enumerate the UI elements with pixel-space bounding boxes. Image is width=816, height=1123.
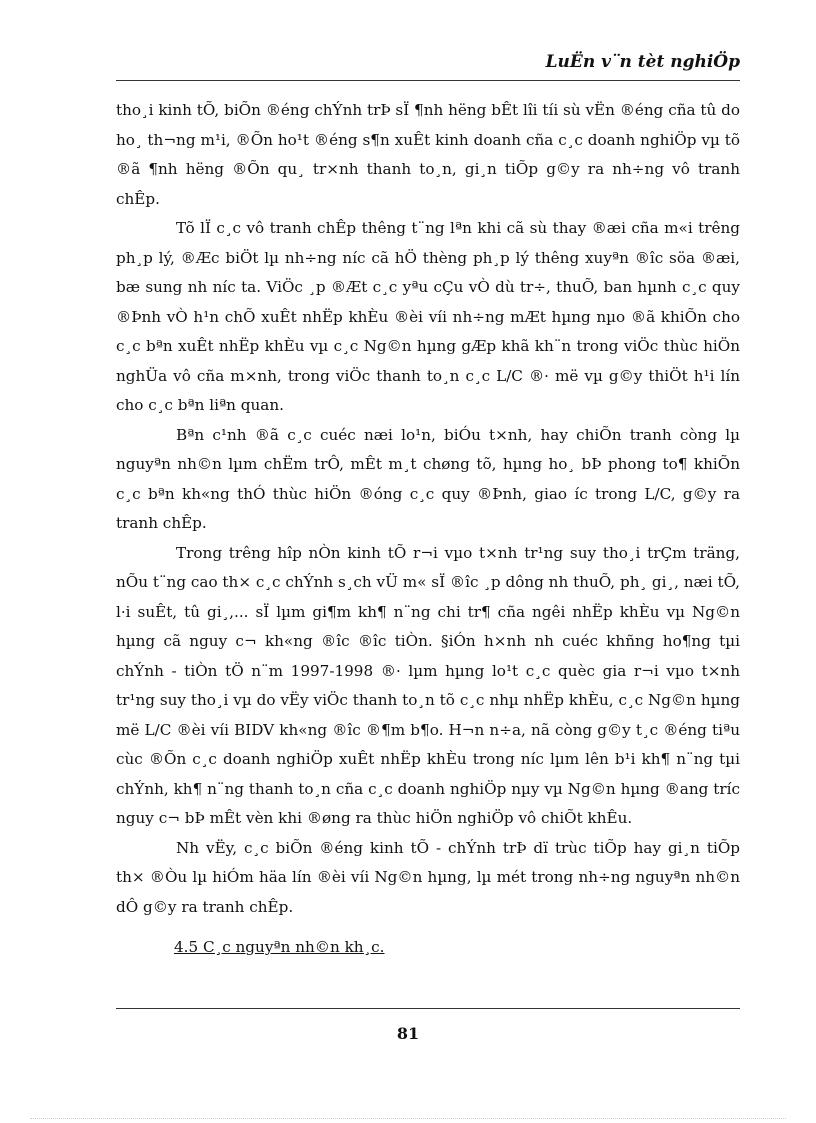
paragraph: Nh vËy, c¸c biÕn ®éng kinh tÕ - chÝnh trÞ dï trùc tiÕp hay gi¸n tiÕp th× ®Òu lµ hiÓm häa lín ®èi víi Ng©n hµng, lµ mét trong nh÷ng nguyªn nh©n dÔ g©y ra tranh chÊp. bbox=[116, 838, 740, 916]
footer-divider bbox=[116, 1008, 740, 1009]
paragraph: Trong trêng hîp nÒn kinh tÕ r¬i vµo t×nh tr¹ng suy tho¸i trÇm träng, nÕu t¨ng cao th× c¸c chÝnh s¸ch vÜ m« sÏ ®îc ¸p dông nh thuÕ, ph¸ gi¸, næi tÕ, l·i suÊt, tû gi¸,... sÏ lµm gi¶m kh¶ n¨ng chi tr¶ cña ngêi nhËp khÈu vµ Ng©n hµng cã nguy c¬ kh«ng ®îc ®îc tiÒn. §iÓn h×nh nh cuéc khñng ho¶ng tµi chÝnh - tiÒn tÖ n¨m 1997-1998 ®· lµm hµng lo¹t c¸c quèc gia r¬i vµo t×nh tr¹ng suy tho¸i vµ do vËy viÖc thanh to¸n tõ c¸c nhµ nhËp khÈu, c¸c Ng©n hµng më L/C ®èi víi BIDV kh«ng ®îc ®¶m b¶o. H¬n n÷a, nã còng g©y t¸c ®éng tiªu cùc ®Õn c¸c doanh nghiÖp xuÊt nhËp khÈu trong níc lµm lên b¹i kh¶ n¨ng tµi chÝnh, kh¶ n¨ng thanh to¸n cña c¸c doanh nghiÖp nµy vµ Ng©n hµng ®ang tríc nguy c¬ bÞ mÊt vèn khi ®øng ra thùc hiÖn nghiÖp vô chiÕt khÊu. bbox=[116, 543, 740, 827]
paragraph-continuation: tho¸i kinh tÕ, biÕn ®éng chÝnh trÞ sÏ ¶nh hëng bÊt lîi tíi sù vËn ®éng cña tû do ho¸ th¬ng m¹i, ®Õn ho¹t ®éng s¶n xuÊt kinh doanh cña c¸c doanh nghiÖp vµ tõ ®ã ¶nh hëng ®Õn qu¸ tr×nh thanh to¸n, gi¸n tiÕp g©y ra nh÷ng vô tranh chÊp. bbox=[116, 101, 740, 208]
body-text bbox=[116, 96, 740, 922]
paragraph: Bªn c¹nh ®ã c¸c cuéc næi lo¹n, biÓu t×nh, hay chiÕn tranh còng lµ nguyªn nh©n lµm chËm trÔ, mÊt m¸t chøng tõ, hµng ho¸ bÞ phong to¶ khiÕn c¸c bªn kh«ng thÓ thùc hiÖn ®óng c¸c quy ®Þnh, giao íc trong L/C, g©y ra tranh chÊp. bbox=[116, 425, 740, 532]
section-heading: 4.5 C¸c nguyªn nh©n kh¸c. bbox=[174, 938, 385, 956]
page-number: 81 bbox=[396, 1024, 420, 1043]
page-bottom-border bbox=[30, 1118, 786, 1119]
paragraph: Tõ lÏ c¸c vô tranh chÊp thêng t¨ng lªn khi cã sù thay ®æi cña m«i trêng ph¸p lý, ®Æc biÖt lµ nh÷ng níc cã hÖ thèng ph¸p lý thêng xuyªn ®îc söa ®æi, bæ sung nh níc ta. ViÖc ¸p ®Æt c¸c yªu cÇu vÒ dù tr÷, thuÕ, ban hµnh c¸c quy ®Þnh vÒ h¹n chÕ xuÊt nhËp khÈu ®èi víi nh÷ng mÆt hµng nµo ®ã khiÕn cho c¸c bªn xuÊt nhËp khÈu vµ c¸c Ng©n hµng gÆp khã kh¨n trong viÖc thùc hiÖn nghÜa vô cña m×nh, trong viÖc thanh to¸n c¸c L/C ®· më vµ g©y thiÖt h¹i lín cho c¸c bªn liªn quan. bbox=[116, 219, 740, 414]
header-divider bbox=[116, 80, 740, 81]
header-title: LuËn v¨n tèt nghiÖp bbox=[545, 52, 740, 72]
